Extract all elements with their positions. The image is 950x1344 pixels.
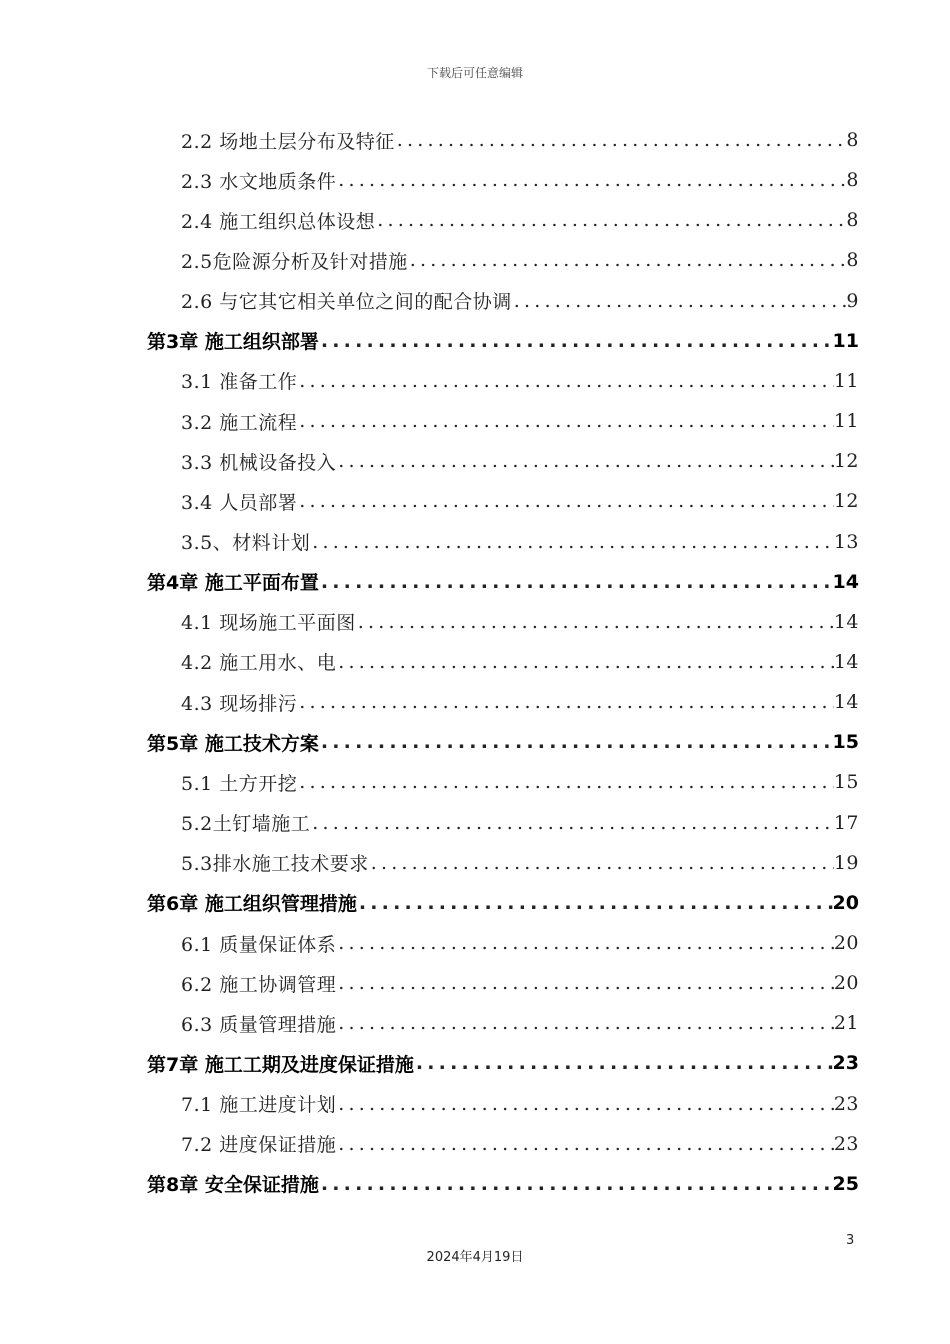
toc-dot-leader xyxy=(319,731,833,753)
page-footer-date: 2024年4月19日 xyxy=(426,1250,524,1265)
toc-section-entry[interactable] xyxy=(181,963,859,1003)
toc-entry-title: 4.1 现场施工平面图 xyxy=(181,612,356,635)
toc-entry-page-number: 8 xyxy=(846,129,859,151)
toc-dot-leader xyxy=(336,972,834,994)
toc-entry-page-number: 9 xyxy=(846,289,859,312)
toc-dot-leader xyxy=(319,1173,833,1195)
toc-section-entry[interactable] xyxy=(181,200,859,240)
toc-entry-title: 2.3 水文地质条件 xyxy=(181,170,337,193)
toc-entry-title: 3.1 准备工作 xyxy=(181,371,298,394)
toc-dot-leader xyxy=(336,651,834,673)
toc-dot-leader xyxy=(319,330,833,352)
toc-entry-page-number: 12 xyxy=(833,450,859,473)
toc-entry-page-number: 23 xyxy=(833,1092,859,1115)
toc-entry-title: 7.1 施工进度计划 xyxy=(181,1094,337,1117)
toc-chapter-entry[interactable] xyxy=(147,722,859,762)
toc-entry-title: 7.2 进度保证措施 xyxy=(181,1134,337,1157)
toc-entry-page-number: 14 xyxy=(832,570,859,593)
toc-entry-page-number: 11 xyxy=(832,329,859,352)
toc-entry-title: 2.6 与它其它相关单位之间的配合协调 xyxy=(181,291,512,314)
toc-section-entry[interactable] xyxy=(181,120,859,160)
toc-section-entry[interactable] xyxy=(181,522,859,562)
toc-chapter-entry[interactable] xyxy=(147,1164,859,1204)
toc-section-entry[interactable] xyxy=(181,481,859,521)
toc-entry-page-number: 17 xyxy=(833,811,859,834)
toc-entry-page-number: 23 xyxy=(833,1132,859,1155)
toc-entry-title: 3.3 机械设备投入 xyxy=(181,451,337,474)
toc-dot-leader xyxy=(336,1012,834,1034)
toc-chapter-entry[interactable] xyxy=(147,321,859,361)
toc-section-entry[interactable] xyxy=(181,401,859,441)
toc-dot-leader xyxy=(297,771,834,793)
toc-dot-leader xyxy=(408,249,847,271)
page-number: 3 xyxy=(846,1233,855,1248)
toc-section-entry[interactable] xyxy=(181,843,859,883)
toc-entry-title: 第3章 施工组织部署 xyxy=(147,331,319,354)
toc-dot-leader xyxy=(336,450,834,472)
toc-entry-title: 5.1 土方开挖 xyxy=(181,772,298,795)
toc-dot-leader xyxy=(414,1052,833,1074)
toc-dot-leader xyxy=(297,490,834,512)
toc-dot-leader xyxy=(369,852,834,874)
toc-section-entry[interactable] xyxy=(181,642,859,682)
toc-entry-page-number: 21 xyxy=(833,1012,859,1035)
toc-entry-page-number: 14 xyxy=(833,610,859,633)
toc-dot-leader xyxy=(375,209,846,231)
toc-entry-title: 第8章 安全保证措施 xyxy=(147,1174,319,1197)
toc-entry-page-number: 19 xyxy=(833,851,859,874)
toc-entry-title: 2.4 施工组织总体设想 xyxy=(181,210,376,233)
toc-dot-leader xyxy=(336,932,834,954)
toc-section-entry[interactable] xyxy=(181,361,859,401)
toc-dot-leader xyxy=(336,169,846,191)
toc-section-entry[interactable] xyxy=(181,682,859,722)
toc-dot-leader xyxy=(357,892,833,914)
toc-entry-page-number: 15 xyxy=(833,771,859,794)
toc-entry-title: 3.4 人员部署 xyxy=(181,491,298,514)
toc-dot-leader xyxy=(310,531,834,553)
toc-dot-leader xyxy=(512,290,847,312)
toc-section-entry[interactable] xyxy=(181,803,859,843)
page-header: 下载后可任意编辑 xyxy=(426,66,523,80)
toc-entry-page-number: 8 xyxy=(846,209,859,232)
toc-entry-title: 4.2 施工用水、电 xyxy=(181,652,337,675)
toc-entry-title: 3.5、材料计划 xyxy=(181,532,311,554)
toc-dot-leader xyxy=(336,1093,834,1115)
toc-entry-page-number: 11 xyxy=(833,369,859,392)
toc-dot-leader xyxy=(297,410,834,432)
toc-entry-title: 6.1 质量保证体系 xyxy=(181,933,337,956)
toc-chapter-entry[interactable] xyxy=(147,883,859,923)
toc-dot-leader xyxy=(319,571,833,593)
toc-section-entry[interactable] xyxy=(181,441,859,481)
toc-section-entry[interactable] xyxy=(181,160,859,200)
toc-dot-leader xyxy=(297,691,834,713)
toc-entry-title: 2.5危险源分析及针对措施 xyxy=(181,250,408,273)
toc-entry-page-number: 13 xyxy=(833,530,859,553)
toc-chapter-entry[interactable] xyxy=(147,562,859,602)
toc-dot-leader xyxy=(310,812,834,834)
toc-entry-title: 6.3 质量管理措施 xyxy=(181,1013,337,1036)
toc-entry-page-number: 8 xyxy=(846,249,859,272)
toc-entry-page-number: 14 xyxy=(833,650,859,673)
toc-entry-title: 4.3 现场排污 xyxy=(181,692,298,715)
toc-entry-page-number: 23 xyxy=(832,1052,859,1075)
toc-entry-page-number: 20 xyxy=(833,972,859,995)
toc-section-entry[interactable] xyxy=(181,1003,859,1043)
toc-entry-title: 3.2 施工流程 xyxy=(181,411,298,434)
toc-section-entry[interactable] xyxy=(181,281,859,321)
toc-entry-page-number: 20 xyxy=(832,891,859,914)
toc-entry-page-number: 20 xyxy=(833,932,859,954)
toc-entry-title: 第7章 施工工期及进度保证措施 xyxy=(147,1053,414,1076)
toc-entry-title: 第6章 施工组织管理措施 xyxy=(147,893,357,916)
toc-entry-title: 第4章 施工平面布置 xyxy=(147,572,319,595)
toc-section-entry[interactable] xyxy=(181,602,859,642)
toc-entry-page-number: 11 xyxy=(833,410,859,433)
toc-entry-title: 6.2 施工协调管理 xyxy=(181,973,337,996)
toc-entry-page-number: 15 xyxy=(832,731,859,754)
toc-dot-leader xyxy=(395,129,847,151)
toc-section-entry[interactable] xyxy=(181,240,859,280)
toc-section-entry[interactable] xyxy=(181,1084,859,1124)
toc-entry-title: 2.2 场地土层分布及特征 xyxy=(181,130,395,153)
toc-chapter-entry[interactable] xyxy=(147,1043,859,1083)
toc-section-entry[interactable] xyxy=(181,762,859,802)
toc-entry-page-number: 12 xyxy=(833,490,859,513)
toc-entry-page-number: 8 xyxy=(846,169,859,192)
toc-entry-title: 5.2土钉墙施工 xyxy=(181,813,311,836)
toc-dot-leader xyxy=(356,611,834,633)
toc-entry-page-number: 14 xyxy=(833,691,859,714)
toc-dot-leader xyxy=(336,1133,834,1155)
toc-section-entry[interactable] xyxy=(181,923,859,963)
toc-entry-title: 第5章 施工技术方案 xyxy=(147,732,319,755)
toc-entry-page-number: 25 xyxy=(832,1172,859,1195)
toc-entry-title: 5.3排水施工技术要求 xyxy=(181,853,369,876)
toc-dot-leader xyxy=(297,370,834,392)
toc-section-entry[interactable] xyxy=(181,1124,859,1164)
